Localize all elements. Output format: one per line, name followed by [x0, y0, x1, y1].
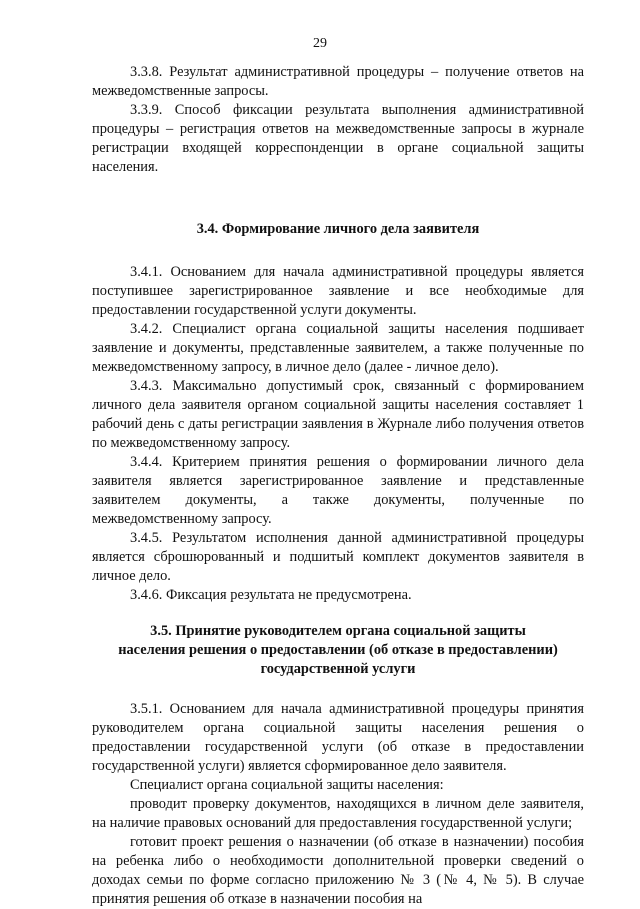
section-3-4-heading: 3.4. Формирование личного дела заявителя: [196, 221, 480, 237]
paragraph-3-4-3: 3.4.3. Максимально допустимый срок, связанный с формированием личного дела заявителя органом социальной защиты населения составляет 1 рабочий день с даты регистрации заявления в Журнале либо получения ответов по межведомственному запросу.: [92, 378, 584, 451]
section-3-5-heading-line2: населения решения о предоставлении (об отказе в предоставлении): [118, 642, 558, 658]
paragraph-3-4-2: 3.4.2. Специалист органа социальной защиты населения подшивает заявление и документы, представленные заявителем, а также полученные по межведомственному запросу, в личное дело (далее - личное дело).: [92, 321, 584, 375]
paragraph-3-3-9: 3.3.9. Способ фиксации результата выполнения административной процедуры – регистрация ответов на межведомственные запросы в журнале регистрации входящей корреспонденции в органе социальной защиты населения.: [92, 102, 584, 175]
paragraph-3-4-4: 3.4.4. Критерием принятия решения о формировании личного дела заявителя является зарегистрированное заявление и представленные заявителем документы, а также документы, полученные по межведомственному запросу.: [92, 454, 584, 527]
paragraph-check-documents: проводит проверку документов, находящихся в личном деле заявителя, на наличие правовых оснований для предоставления государственной услуги;: [92, 796, 584, 831]
paragraph-3-4-5: 3.4.5. Результатом исполнения данной административной процедуры является сброшюрованный и подшитый комплект документов заявителя в личное дело.: [92, 530, 584, 584]
section-3-5-heading: [92, 622, 584, 679]
paragraph-3-5-1: 3.5.1. Основанием для начала административной процедуры принятия руководителем органа социальной защиты населения решения о предоставлении государственной услуги (об отказе в предоставлении государственной услуги) является сформированное дело заявителя.: [92, 701, 584, 774]
paragraph-specialist: Специалист органа социальной защиты населения:: [130, 777, 444, 793]
paragraph-3-4-1: 3.4.1. Основанием для начала административной процедуры является поступившее зарегистрированное заявление и все необходимые для предоставлении государственной услуги документы.: [92, 264, 584, 318]
section-3-5-heading-line3: государственной услуги: [260, 661, 416, 677]
page-number: 29: [313, 36, 327, 51]
page-content: [92, 63, 584, 909]
section-3-5-heading-line1: 3.5. Принятие руководителем органа социальной защиты: [150, 623, 526, 639]
paragraph-3-3-8: 3.3.8. Результат административной процедуры – получение ответов на межведомственные запросы.: [92, 64, 584, 99]
paragraph-prepare-decision: готовит проект решения о назначении (об отказе в назначении) пособия на ребенка либо о необходимости дополнительной проверки сведений о доходах семьи по форме согласно приложению № 3 (№ 4, № 5). В случае принятия решения об отказе в назначении пособия на: [92, 834, 584, 907]
paragraph-3-4-6: 3.4.6. Фиксация результата не предусмотрена.: [130, 587, 412, 603]
